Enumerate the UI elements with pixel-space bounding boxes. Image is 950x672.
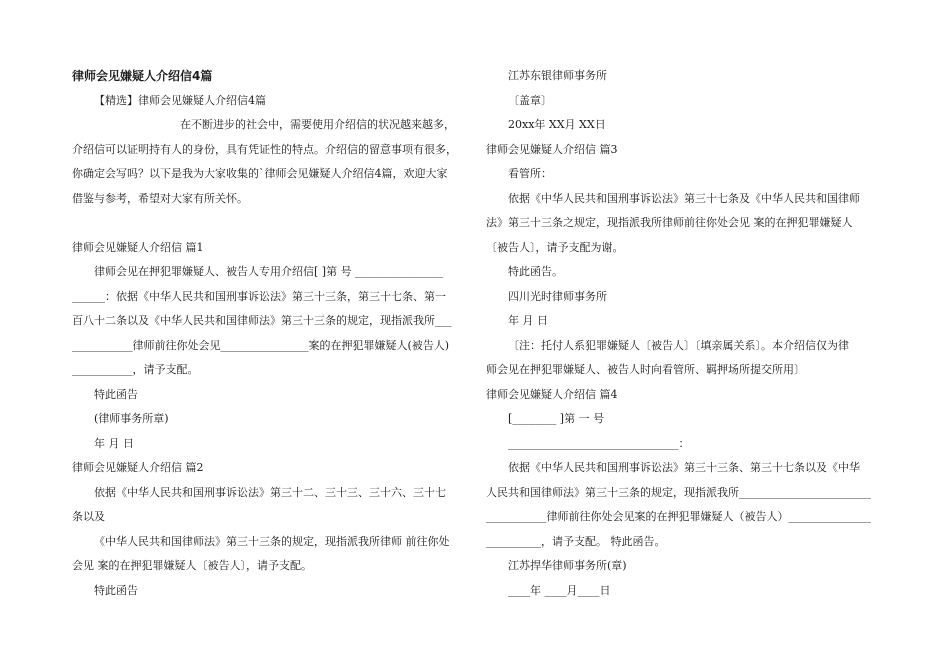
letter4-body-line: ___________律师前往你处会见案的在押犯罪嫌疑人（被告人）_______________	[486, 510, 871, 523]
paragraph-gap	[72, 211, 462, 236]
letter3-date: 年 月 日	[508, 314, 548, 327]
left-column	[72, 64, 462, 603]
letter1-date: 年 月 日	[94, 436, 134, 450]
document-title: 律师会见嫌疑人介绍信4篇	[72, 69, 213, 83]
letter2-closing: 特此函告	[94, 583, 138, 597]
letter1-heading: 律师会见嫌疑人介绍信 篇1	[72, 240, 204, 254]
letter4-firm: 江苏捍华律师事务所(章)	[508, 559, 627, 572]
letter2-date: 20xx年 XX月 XX日	[508, 118, 606, 131]
letter4-addressee: _______________________________：	[508, 436, 690, 450]
letter1-closing: 特此函告	[94, 387, 138, 401]
letter2-body-line: 依据《中华人民共和国刑事诉讼法》第三十二、三十三、三十六、三十七	[94, 485, 446, 499]
letter1-body-line: ___________，请予支配。	[72, 363, 199, 376]
right-column	[486, 64, 878, 603]
intro-line: 你确定会写吗？以下是我为大家收集的`律师会见嫌疑人介绍信4篇，欢迎大家	[72, 167, 448, 180]
letter3-body-line: 〔被告人〕，请予支配为谢。	[486, 240, 624, 254]
letter4-body-line: 依据《中华人民共和国刑事诉讼法》第三十三条、第三十七条以及《中华	[508, 461, 860, 474]
letter1-body-line: 律师会见在押犯罪嫌疑人、被告人专用介绍信[ ]第 号 ________________	[94, 265, 444, 278]
letter3-body-line: 法》第三十三条之规定，现指派我所律师前往你处会见 案的在押犯罪嫌疑人	[486, 216, 853, 229]
letter2-body-line: 《中华人民共和国律师法》第三十三条的规定，现指派我所律师 前往你处	[94, 534, 450, 548]
letter4-heading: 律师会见嫌疑人介绍信 篇4	[486, 387, 618, 401]
letter2-firm: 江苏东银律师事务所	[508, 69, 607, 82]
letter1-body-line: ______：依据《中华人民共和国刑事诉讼法》第三十三条，第三十七条、第一	[72, 289, 446, 303]
letter3-note-line: 师会见在押犯罪嫌疑人、被告人时向看管所、羁押场所提交所用〕	[486, 363, 805, 376]
letter3-heading: 律师会见嫌疑人介绍信 篇3	[486, 142, 618, 156]
intro-line: 借鉴与参考，希望对大家有所关怀。	[72, 191, 248, 205]
letter4-date: ____年 ____月____日	[508, 583, 611, 597]
intro-line: 介绍信可以证明持有人的身份，具有凭证性的特点。介绍信的留意事项有很多，	[72, 142, 457, 156]
letter4-reference: [________ ]第 一 号	[508, 412, 605, 425]
letter1-body-line: ___________律师前往你处会见________________案的在押犯罪嫌疑人(被告人)	[72, 338, 450, 352]
letter2-body-line: 会见 案的在押犯罪嫌疑人〔被告人〕，请予支配。	[72, 559, 312, 572]
letter2-body-line: 条以及	[72, 510, 105, 523]
letter4-body-line: __________，请予支配。 特此函告。	[486, 534, 666, 548]
letter2-heading: 律师会见嫌疑人介绍信 篇2	[72, 461, 204, 474]
letter2-seal: 〔盖章〕	[508, 93, 552, 107]
letter3-addressee: 看管所：	[508, 167, 552, 180]
letter1-seal: (律师事务所章)	[94, 412, 169, 425]
letter3-note-line: 〔注：托付人系犯罪嫌疑人〔被告人〕〔填亲属关系〕。本介绍信仅为律	[508, 338, 849, 352]
intro-line: 在不断进步的社会中，需要使用介绍信的状况越来越多，	[180, 118, 455, 131]
letter3-firm: 四川光时律师事务所	[508, 289, 607, 303]
letter1-body-line: 百八十二条以及《中华人民共和国律师法》第三十三条的规定，现指派我所___	[72, 314, 452, 327]
letter3-closing: 特此函告。	[508, 265, 563, 278]
letter4-body-line: 人民共和国律师法》第三十三条的规定，现指派我所________________________	[486, 485, 871, 499]
letter3-body-line: 依据《中华人民共和国刑事诉讼法》第三十七条及《中华人民共和国律师	[508, 191, 860, 205]
document-subtitle: 【精选】律师会见嫌疑人介绍信4篇	[94, 93, 266, 107]
